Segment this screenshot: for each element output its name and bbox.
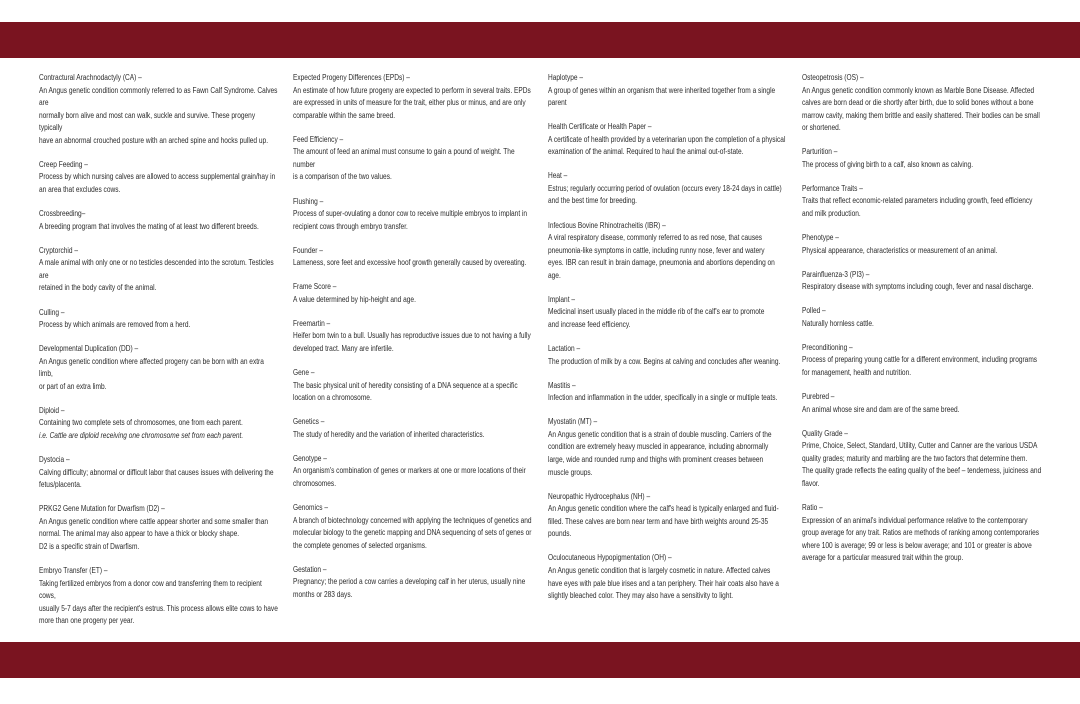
glossary-definition	[39, 467, 278, 492]
definition-line: Estrus; regularly occurring period of ovulation (occurs every 18-24 days in cattle)	[548, 183, 782, 193]
definition-line: usually 5-7 days after the recipient's estrus. This process allows elite cows to have	[39, 603, 278, 613]
glossary-term: Genotype –	[293, 453, 327, 463]
glossary-entry	[802, 305, 1042, 330]
glossary-entry	[39, 208, 279, 233]
glossary-term: Parturition –	[802, 147, 838, 157]
glossary-definition	[802, 318, 1041, 331]
glossary-entry	[39, 565, 279, 628]
glossary-term: Cryptorchid –	[39, 245, 79, 255]
glossary-entry	[548, 491, 788, 541]
glossary-term: Haplotype –	[548, 73, 584, 82]
definition-line: A viral respiratory disease, commonly referred to as red nose, that causes	[548, 233, 763, 243]
glossary-term: Osteopetrosis (OS) –	[802, 73, 864, 82]
glossary-definition	[802, 195, 1041, 220]
glossary-column-2	[293, 72, 533, 613]
definition-line: and milk production.	[802, 209, 861, 219]
definition-line: The production of milk by a cow. Begins at calving and concludes after weaning.	[548, 356, 781, 366]
top-banner	[0, 22, 1080, 58]
glossary-definition	[548, 134, 787, 159]
definition-line: Lameness, sore feet and excessive hoof growth generally caused by overeating.	[293, 258, 527, 268]
definition-line: parent	[548, 98, 567, 108]
definition-line: An Angus genetic condition commonly known as Marble Bone Disease. Affected	[802, 85, 1035, 95]
definition-line: The study of heredity and the variation of inherited characteristics.	[293, 429, 485, 439]
glossary-entry	[548, 220, 788, 283]
glossary-entry	[802, 391, 1042, 416]
definition-line: The quality grade reflects the eating quality of the beef – tenderness, juiciness and	[802, 466, 1042, 476]
glossary-definition	[548, 85, 787, 110]
glossary-entry	[293, 318, 533, 356]
glossary-entry	[293, 416, 533, 441]
glossary-definition	[293, 85, 532, 123]
definition-line: flavor.	[802, 479, 820, 488]
glossary-term: Neuropathic Hydrocephalus (NH) –	[548, 491, 651, 501]
glossary-entry	[293, 134, 533, 184]
glossary-entry	[548, 552, 788, 602]
definition-line: pneumonia-like symptoms in cattle, including runny nose, fever and watery	[548, 245, 765, 255]
definition-line: Traits that reflect economic-related parameters including growth, feed efficiency	[802, 196, 1033, 206]
definition-line: normally born alive and most can walk, suckle and survive. These progeny typically	[39, 110, 256, 133]
glossary-entry	[548, 416, 788, 479]
glossary-definition	[293, 576, 532, 601]
glossary-definition	[293, 465, 532, 490]
glossary-term: Implant –	[548, 294, 575, 304]
glossary-entry	[802, 232, 1042, 257]
definition-line: and increase feed efficiency.	[548, 320, 631, 330]
glossary-column-3	[548, 72, 788, 614]
glossary-term: Freemartin –	[293, 318, 331, 328]
glossary-definition	[293, 294, 532, 307]
definition-line: muscle groups.	[548, 467, 593, 477]
definition-line: fetus/placenta.	[39, 480, 82, 490]
glossary-entry	[548, 170, 788, 208]
definition-line: Respiratory disease with symptoms including cough, fever and nasal discharge.	[802, 282, 1034, 292]
glossary-entry	[802, 269, 1042, 294]
glossary-entry	[39, 245, 279, 295]
definition-line: and the best time for breeding.	[548, 196, 637, 206]
glossary-entry	[293, 72, 533, 122]
definition-line: Process of super-ovulating a donor cow to receive multiple embryos to implant in	[293, 209, 528, 219]
definition-line: condition are extremely heavy muscled in appearance, including abnormally	[548, 442, 769, 452]
glossary-entry	[548, 72, 788, 110]
definition-line: have an abnormal crouched posture with an arched spine and hocks pulled up.	[39, 135, 269, 145]
definition-line: is a comparison of the two values.	[293, 172, 392, 182]
definition-line: Process by which nursing calves are allowed to access supplemental grain/hay in	[39, 172, 276, 182]
definition-line: molecular biology to the genetic mapping and DNA sequencing of sets of genes or	[293, 528, 532, 538]
glossary-entry	[293, 196, 533, 234]
definition-line: average for a particular measured trait within the group.	[802, 553, 964, 563]
glossary-definition	[293, 380, 532, 405]
definition-line: comparable within the same breed.	[293, 110, 396, 120]
glossary-definition	[293, 429, 532, 442]
definition-line: An Angus genetic condition where the calf's head is typically enlarged and fluid-	[548, 504, 779, 514]
definition-line: normal. The animal may also appear to have a thick or blocky shape.	[39, 529, 240, 539]
definition-line: Naturally hornless cattle.	[802, 318, 874, 328]
glossary-column-4	[802, 72, 1042, 576]
glossary-term: Purebred –	[802, 392, 835, 402]
definition-line: An Angus genetic condition where affected progeny can be born with an extra limb,	[39, 356, 264, 379]
glossary-term: Mastitis –	[548, 380, 576, 390]
definition-line: A value determined by hip-height and age.	[293, 294, 416, 304]
glossary-columns	[39, 72, 1049, 632]
definition-line: Medicinal insert usually placed in the middle rib of the calf's ear to promote	[548, 307, 765, 317]
definition-line: location on a chromosome.	[293, 393, 372, 403]
glossary-entry	[293, 502, 533, 552]
glossary-term: Preconditioning –	[802, 342, 853, 352]
glossary-definition	[39, 319, 278, 332]
glossary-definition	[39, 578, 278, 628]
glossary-term: Flushing –	[293, 196, 324, 206]
definition-line: Prime, Choice, Select, Standard, Utility, Cutter and Canner are the various USDA	[802, 441, 1038, 451]
glossary-term: Oculocutaneous Hypopigmentation (OH) –	[548, 553, 672, 563]
glossary-definition	[802, 281, 1041, 294]
glossary-entry	[39, 307, 279, 332]
definition-line: A breeding program that involves the mating of at least two different breeds.	[39, 221, 259, 231]
definition-line: marrow cavity, making them brittle and easily shattered. Their bodies can be small	[802, 110, 1040, 120]
glossary-definition	[293, 515, 532, 553]
glossary-entry	[802, 428, 1042, 491]
definition-line: developed tract. Many are infertile.	[293, 344, 394, 354]
glossary-entry	[293, 245, 533, 270]
definition-line: filled. These calves are born near term and have birth weights around 25-35 pounds.	[548, 516, 769, 539]
definition-line: Expression of an animal's individual performance relative to the contemporary	[802, 515, 1028, 525]
glossary-definition	[293, 146, 532, 184]
glossary-term: Infectious Bovine Rhinotracheitis (IBR) –	[548, 220, 666, 230]
glossary-entry	[548, 294, 788, 332]
definition-line: An Angus genetic condition that is a strain of double muscling. Carriers of the	[548, 429, 772, 439]
glossary-definition	[802, 245, 1041, 258]
definition-line: A certificate of health provided by a veterinarian upon the completion of a physical	[548, 134, 786, 144]
definition-line: D2 is a specific strain of Dwarfism.	[39, 541, 140, 551]
definition-line: large, wide and rounded rump and thighs with prominent creases between	[548, 455, 764, 464]
definition-line: recipient cows through embryo transfer.	[293, 221, 408, 231]
bottom-banner	[0, 642, 1080, 678]
definition-line: An Angus genetic condition that is largely cosmetic in nature. Affected calves	[548, 565, 771, 575]
glossary-term: Polled –	[802, 306, 826, 316]
glossary-entry	[802, 72, 1042, 135]
glossary-term: Expected Progeny Differences (EPDs) –	[293, 73, 410, 82]
definition-line: A branch of biotechnology concerned with applying the techniques of genetics and	[293, 515, 532, 525]
glossary-term: Diploid –	[39, 405, 65, 415]
glossary-term: Founder –	[293, 245, 323, 255]
glossary-term: Culling –	[39, 307, 65, 317]
definition-line: A group of genes within an organism that were inherited together from a single	[548, 85, 776, 95]
definition-line: The amount of feed an animal must consume to gain a pound of weight. The number	[293, 147, 515, 169]
glossary-entry	[293, 453, 533, 491]
glossary-term: Creep Feeding –	[39, 159, 88, 169]
glossary-definition	[39, 85, 278, 148]
glossary-entry	[39, 159, 279, 197]
definition-line: months or 283 days.	[293, 589, 353, 599]
glossary-definition	[293, 257, 532, 270]
glossary-term: Health Certificate or Health Paper –	[548, 122, 652, 132]
glossary-definition	[39, 516, 278, 554]
glossary-entry	[802, 342, 1042, 380]
glossary-definition	[39, 257, 278, 295]
definition-line: Taking fertilized embryos from a donor cow and transferring them to recipient cows,	[39, 578, 262, 601]
glossary-term: Parainfluenza-3 (PI3) –	[802, 269, 870, 279]
definition-line: quality grades; maturity and marbling are the two factors that determine them.	[802, 453, 1028, 463]
definition-line: calves are born dead or die shortly after birth, due to solid bones without a bone	[802, 98, 1034, 108]
glossary-entry	[548, 380, 788, 405]
glossary-definition	[39, 417, 278, 442]
glossary-term: Performance Traits –	[802, 183, 863, 193]
glossary-definition	[548, 392, 787, 405]
definition-line: examination of the animal. Required to haul the animal out-of-state.	[548, 147, 744, 157]
glossary-term: Dystocia –	[39, 455, 70, 465]
glossary-definition	[548, 232, 787, 282]
glossary-term: Frame Score –	[293, 282, 337, 292]
glossary-entry	[802, 502, 1042, 565]
definition-line: or part of an extra limb.	[39, 381, 107, 391]
definition-line: for management, health and nutrition.	[802, 368, 912, 378]
glossary-entry	[548, 121, 788, 159]
glossary-definition	[802, 354, 1041, 379]
glossary-term: Embryo Transfer (ET) –	[39, 566, 108, 576]
definition-line: Infection and inflammation in the udder, specifically in a single or multiple teats.	[548, 393, 778, 403]
glossary-term: Quality Grade –	[802, 428, 848, 438]
definition-line: an area that excludes cows.	[39, 185, 121, 195]
definition-line: the complete genomes of selected organisms.	[293, 540, 427, 550]
definition-line: group average for any trait. Ratios are methods of ranking among contemporaries	[802, 528, 1040, 538]
definition-line: An estimate of how future progeny are expected to perform in several traits. EPDs	[293, 85, 531, 95]
glossary-definition	[293, 208, 532, 233]
glossary-definition	[39, 171, 278, 196]
glossary-term: Heat –	[548, 171, 568, 181]
definition-line: Process of preparing young cattle for a different environment, including programs	[802, 355, 1038, 365]
glossary-definition	[548, 306, 787, 331]
definition-line: An Angus genetic condition commonly referred to as Fawn Calf Syndrome. Calves are	[39, 85, 278, 108]
glossary-entry	[802, 146, 1042, 171]
glossary-definition	[802, 404, 1041, 417]
glossary-term: Lactation –	[548, 344, 581, 354]
glossary-term: PRKG2 Gene Mutation for Dwarfism (D2) –	[39, 504, 165, 514]
definition-line: retained in the body cavity of the animal.	[39, 283, 157, 293]
glossary-definition	[802, 440, 1041, 490]
definition-line: more than one progeny per year.	[39, 616, 135, 626]
glossary-term: Gene –	[293, 368, 315, 378]
definition-line: slightly bleached color. They may also have a sensitivity to light.	[548, 591, 734, 601]
glossary-entry	[39, 405, 279, 443]
glossary-definition	[802, 159, 1041, 172]
glossary-entry	[802, 183, 1042, 221]
glossary-entry	[39, 503, 279, 553]
definition-line: Pregnancy; the period a cow carries a developing calf in her uterus, usually nine	[293, 577, 526, 587]
glossary-definition	[802, 515, 1041, 565]
glossary-term: Myostatin (MT) –	[548, 417, 598, 427]
definition-line: chromosomes.	[293, 479, 337, 488]
definition-line: are expressed in units of measure for the trait, either plus or minus, and are only	[293, 98, 526, 108]
definition-line: Calving difficulty; abnormal or difficult labor that causes issues with delivering the	[39, 467, 274, 477]
definition-line: Heifer born twin to a bull. Usually has reproductive issues due to not having a fully	[293, 331, 531, 341]
glossary-entry	[293, 281, 533, 306]
glossary-definition	[293, 330, 532, 355]
definition-line: The basic physical unit of heredity consisting of a DNA sequence at a specific	[293, 380, 518, 390]
glossary-entry	[39, 454, 279, 492]
definition-line: The process of giving birth to a calf, also known as calving.	[802, 159, 974, 169]
glossary-definition	[548, 429, 787, 479]
glossary-definition	[548, 183, 787, 208]
definition-line: eyes. IBR can result in brain damage, pneumonia and abortions depending on age.	[548, 258, 775, 280]
glossary-term: Crossbreeding–	[39, 209, 86, 219]
glossary-term: Ratio –	[802, 503, 823, 513]
glossary-entry	[548, 343, 788, 368]
glossary-definition	[548, 356, 787, 369]
glossary-entry	[39, 72, 279, 147]
glossary-term: Phenotype –	[802, 233, 839, 243]
glossary-term: Developmental Duplication (DD) –	[39, 344, 139, 354]
glossary-term: Gestation –	[293, 564, 327, 574]
glossary-entry	[39, 343, 279, 393]
glossary-entry	[293, 367, 533, 405]
definition-example: i.e. Cattle are diploid receiving one chromosome set from each parent.	[39, 431, 244, 440]
definition-line: where 100 is average; 99 or less is below average; and 101 or greater is above	[802, 540, 1032, 550]
glossary-term: Feed Efficiency –	[293, 134, 344, 144]
definition-line: A male animal with only one or no testicles descended into the scrotum. Testicles are	[39, 258, 274, 280]
definition-line: or shortened.	[802, 123, 841, 133]
glossary-definition	[39, 221, 278, 234]
definition-line: Physical appearance, characteristics or measurement of an animal.	[802, 245, 998, 255]
glossary-column-1	[39, 72, 279, 639]
definition-line: An organism's combination of genes or markers at one or more locations of their	[293, 466, 526, 476]
glossary-entry	[293, 564, 533, 602]
glossary-term: Genomics –	[293, 503, 329, 513]
definition-line: An Angus genetic condition where cattle appear shorter and some smaller than	[39, 516, 269, 526]
glossary-definition	[802, 85, 1041, 135]
glossary-term: Genetics –	[293, 417, 325, 427]
definition-line: have eyes with pale blue irises and a tan periphery. Their hair coats also have a	[548, 578, 779, 588]
glossary-definition	[39, 356, 278, 394]
glossary-definition	[548, 565, 787, 603]
definition-line: Process by which animals are removed from a herd.	[39, 320, 191, 330]
definition-line: An animal whose sire and dam are of the same breed.	[802, 404, 960, 414]
glossary-definition	[548, 503, 787, 541]
glossary-term: Contractural Arachnodactyly (CA) –	[39, 73, 142, 82]
definition-line: Containing two complete sets of chromosomes, one from each parent.	[39, 418, 243, 428]
